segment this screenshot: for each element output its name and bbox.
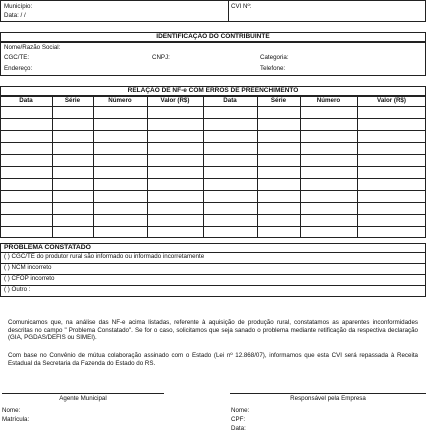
endereco-label: Endereço: — [4, 65, 33, 72]
convenio-paragraph: Com base no Convênio de mútua colaboração assinado com o Estado (Lei nº 12.868/07), informamos que esta CVI será repassada à Receita Estadual da Secretaria da Fazenda do Estado do RS. — [8, 352, 418, 367]
problema-divider — [0, 285, 426, 286]
signature-right-title: Responsável pela Empresa — [290, 395, 366, 402]
row-line — [0, 214, 426, 215]
col-header: Data — [223, 97, 237, 104]
signature-right-data: Data: — [231, 425, 246, 432]
identificacao-box — [0, 42, 426, 76]
col-header: Número — [108, 97, 132, 104]
problema-divider — [0, 263, 426, 264]
identificacao-title: IDENTIFICAÇÃO DO CONTRIBUINTE — [0, 32, 426, 42]
signature-left-matricula: Matrícula: — [2, 416, 30, 423]
telefone-label: Telefone: — [260, 65, 286, 72]
col-header: Data — [19, 97, 33, 104]
header-date-label: Data: / / — [4, 12, 26, 19]
row-line — [0, 130, 426, 131]
problema-title: PROBLEMA CONSTATADO — [4, 244, 91, 251]
comunicado-paragraph: Comunicamos que, na análise das NF-e acima listadas, referente à aquisição de produção rural, constatamos as aparentes inconformidades descritas no campo " Problema Constatado". Se for o caso, solicitamos que seja sanado o problema mediante retificação da respectiva declaração (GIA, PGDAS/DEFIS ou SIMEI). — [8, 319, 418, 341]
col-header: Série — [270, 97, 287, 104]
signature-line-right — [230, 393, 426, 394]
cgc-te-label: CGC/TE: — [4, 54, 30, 61]
row-line — [0, 226, 426, 227]
problema-option-cgc[interactable]: ( ) CGC/TE do produtor rural são informado ou informado incorretamente — [4, 253, 205, 260]
row-line — [0, 154, 426, 155]
col-header: Valor (R$) — [377, 97, 406, 104]
nome-razao-social-label: Nome/Razão Social: — [4, 44, 61, 51]
header-divider — [228, 0, 229, 22]
row-line — [0, 166, 426, 167]
row-line — [0, 106, 426, 107]
col-header: Série — [64, 97, 81, 104]
col-header: Número — [316, 97, 341, 104]
signature-line-left — [2, 393, 164, 394]
cnpj-label: CNPJ: — [152, 54, 170, 61]
row-line — [0, 190, 426, 191]
relacao-title: RELAÇÃO DE NF-e COM ERROS DE PREENCHIMENTO — [0, 86, 426, 96]
header-box — [0, 0, 426, 22]
categoria-label: Categoria: — [260, 54, 289, 61]
signature-right-cpf: CPF: — [231, 416, 246, 423]
signature-right-nome: Nome: — [231, 407, 250, 414]
signature-left-title: Agente Municipal — [59, 395, 107, 402]
row-line — [0, 118, 426, 119]
signature-left-nome: Nome: — [2, 407, 21, 414]
municipio-label: Município: — [4, 3, 33, 10]
row-line — [0, 178, 426, 179]
problema-option-ncm[interactable]: ( ) NCM incorreto — [4, 264, 52, 271]
problema-option-outro[interactable]: ( ) Outro : — [4, 286, 31, 293]
problema-option-cfop[interactable]: ( ) CFOP incorreto — [4, 275, 55, 282]
col-header: Valor (R$) — [160, 97, 190, 104]
row-line — [0, 202, 426, 203]
row-line — [0, 142, 426, 143]
cvi-number-label: CVI Nº: — [231, 3, 252, 10]
problema-divider — [0, 274, 426, 275]
